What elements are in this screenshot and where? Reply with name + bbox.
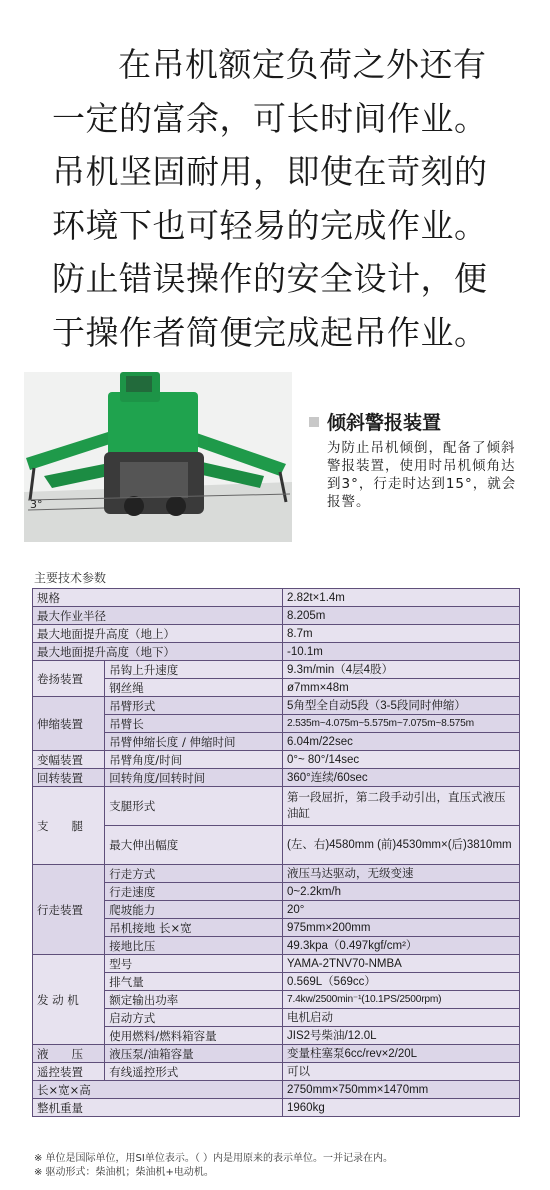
spec-item: 启动方式 [105, 1009, 283, 1027]
footnote: ※ 驱动形式：柴油机；柴油机+电动机。 [34, 1167, 214, 1178]
spec-group: 行走装置 [33, 865, 105, 955]
table-row [33, 769, 520, 787]
spec-item: 吊臂伸缩长度 / 伸缩时间 [105, 733, 283, 751]
spec-value: 975mm×200mm [283, 919, 520, 937]
spec-item: 最大伸出幅度 [105, 826, 283, 865]
spec-item: 吊臂角度/时间 [105, 751, 283, 769]
spec-value: 电机启动 [283, 1009, 520, 1027]
spec-title: 主要技术参数 [34, 571, 107, 585]
spec-value: 2.535m~4.075m~5.575m~7.075m~8.575m [283, 715, 520, 733]
table-row [33, 1027, 520, 1045]
spec-value: 0~2.2km/h [283, 883, 520, 901]
spec-item: 钢丝绳 [105, 679, 283, 697]
spec-label: 整机重量 [33, 1099, 283, 1117]
intro-text: 在吊机额定负荷之外还有一定的富余，可长时间作业。吊机坚固耐用，即使在苛刻的环境下也可轻易的完成作业。防止错误操作的安全设计，便于操作者简便完成起吊作业。 [52, 45, 488, 352]
spec-value: -10.1m [283, 643, 520, 661]
spec-item: 支腿形式 [105, 787, 283, 826]
spec-label: 长×宽×高 [33, 1081, 283, 1099]
table-row [33, 715, 520, 733]
spec-value: 360°连续/60sec [283, 769, 520, 787]
spec-item: 吊臂形式 [105, 697, 283, 715]
spec-value: 可以 [283, 1063, 520, 1081]
table-row [33, 991, 520, 1009]
spec-item: 排气量 [105, 973, 283, 991]
spec-group: 伸缩装置 [33, 697, 105, 751]
spec-item: 额定输出功率 [105, 991, 283, 1009]
spec-label: 最大地面提升高度（地上） [33, 625, 283, 643]
footnotes [34, 1152, 393, 1180]
spec-value: (左、右)4580mm (前)4530mm×(后)3810mm [283, 826, 520, 865]
table-row [33, 973, 520, 991]
table-row [33, 661, 520, 679]
table-row [33, 865, 520, 883]
spec-label: 最大作业半径 [33, 607, 283, 625]
table-row [33, 883, 520, 901]
table-row [33, 1009, 520, 1027]
spec-group: 支 腿 [33, 787, 105, 865]
spec-value: 20° [283, 901, 520, 919]
table-row [33, 751, 520, 769]
spec-value: 1960kg [283, 1099, 520, 1117]
table-row [33, 1045, 520, 1063]
table-row [33, 733, 520, 751]
spec-value: 6.04m/22sec [283, 733, 520, 751]
table-row [33, 826, 520, 865]
spec-group: 遥控装置 [33, 1063, 105, 1081]
spec-group: 变幅装置 [33, 751, 105, 769]
spec-item: 爬坡能力 [105, 901, 283, 919]
table-row [33, 919, 520, 937]
spec-item: 吊钩上升速度 [105, 661, 283, 679]
spec-value: 7.4kw/2500min⁻¹(10.1PS/2500rpm) [283, 991, 520, 1009]
table-row [33, 697, 520, 715]
spec-item: 使用燃料/燃料箱容量 [105, 1027, 283, 1045]
crane-photo [24, 372, 292, 542]
spec-value: 2.82t×1.4m [283, 589, 520, 607]
table-row [33, 955, 520, 973]
spec-item: 吊臂长 [105, 715, 283, 733]
table-row [33, 607, 520, 625]
spec-value: ø7mm×48m [283, 679, 520, 697]
spec-item: 接地比压 [105, 937, 283, 955]
spec-item: 有线遥控形式 [105, 1063, 283, 1081]
spec-value: 9.3m/min（4层4股） [283, 661, 520, 679]
spec-item: 吊机接地 长×宽 [105, 919, 283, 937]
spec-value: 0.569L（569cc） [283, 973, 520, 991]
spec-value: 液压马达驱动，无级变速 [283, 865, 520, 883]
spec-item: 行走速度 [105, 883, 283, 901]
spec-value: JIS2号柴油/12.0L [283, 1027, 520, 1045]
spec-table [32, 588, 520, 1117]
spec-item: 回转角度/回转时间 [105, 769, 283, 787]
spec-group: 发 动 机 [33, 955, 105, 1045]
spec-value: 变量柱塞泵6cc/rev×2/20L [283, 1045, 520, 1063]
spec-value: 0°~ 80°/14sec [283, 751, 520, 769]
tilt-alarm-caption [309, 408, 524, 511]
table-row [33, 1081, 520, 1099]
table-row [33, 1099, 520, 1117]
spec-group: 回转装置 [33, 769, 105, 787]
tilt-alarm-description: 为防止吊机倾倒，配备了倾斜警报装置，使用时吊机倾角达到3°，行走时达到15°，就会报警。 [327, 440, 517, 510]
spec-item: 型号 [105, 955, 283, 973]
intro-paragraph [52, 38, 502, 359]
table-row [33, 679, 520, 697]
table-row [33, 1063, 520, 1081]
footnote: ※ 单位是国际单位，用SI单位表示。（ ）内是用原来的表示单位。一并记录在内。 [34, 1153, 394, 1164]
spec-label: 规格 [33, 589, 283, 607]
table-row [33, 787, 520, 826]
tilt-alarm-title: 倾斜警报装置 [309, 408, 524, 435]
spec-value: YAMA-2TNV70-NMBA [283, 955, 520, 973]
spec-item: 液压泵/油箱容量 [105, 1045, 283, 1063]
spec-value: 5角型全自动5段（3-5段同时伸缩） [283, 697, 520, 715]
table-row [33, 643, 520, 661]
spec-item: 行走方式 [105, 865, 283, 883]
table-row [33, 937, 520, 955]
table-row [33, 589, 520, 607]
spec-value: 2750mm×750mm×1470mm [283, 1081, 520, 1099]
spec-group: 卷扬装置 [33, 661, 105, 697]
bullet-square-icon [309, 417, 319, 427]
table-row [33, 625, 520, 643]
spec-value: 49.3kpa（0.497kgf/cm²） [283, 937, 520, 955]
table-row [33, 901, 520, 919]
spec-value: 8.205m [283, 607, 520, 625]
spec-value: 8.7m [283, 625, 520, 643]
spec-group: 液 压 [33, 1045, 105, 1063]
spec-value: 第一段屈折，第二段手动引出，直压式液压油缸 [283, 787, 520, 826]
spec-label: 最大地面提升高度（地下） [33, 643, 283, 661]
angle-label: 3° [30, 498, 43, 511]
